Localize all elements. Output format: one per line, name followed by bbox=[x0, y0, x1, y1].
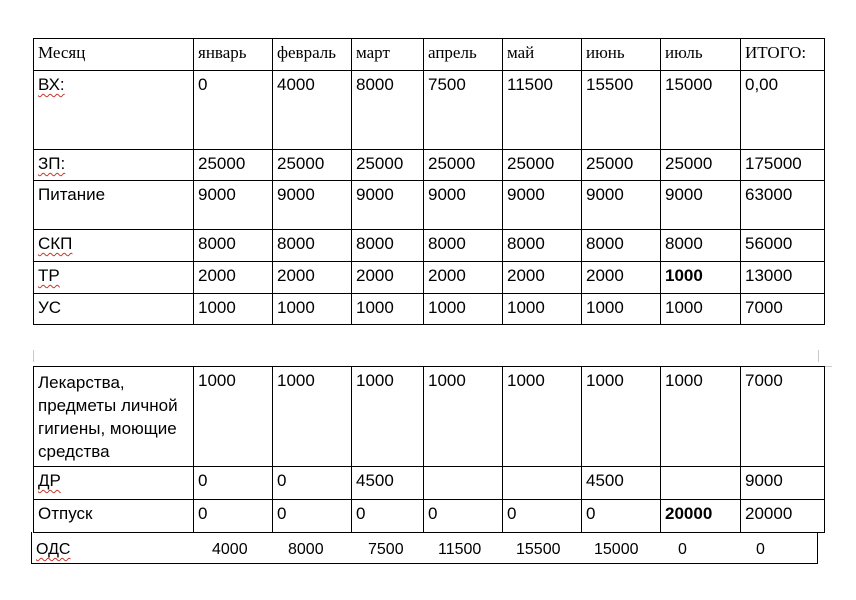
ods-cell: 0 bbox=[678, 541, 687, 558]
table-cell: 9000 bbox=[352, 181, 424, 230]
table-cell: 7000 bbox=[741, 294, 825, 325]
table-cell: 1000 bbox=[582, 367, 661, 467]
table-cell: 8000 bbox=[424, 230, 503, 262]
table-cell: 0,00 bbox=[741, 71, 825, 150]
table-cell: 8000 bbox=[273, 230, 352, 262]
table-cell: 0 bbox=[194, 500, 273, 533]
budget-table bbox=[33, 38, 825, 325]
table-cell: 1000 bbox=[273, 294, 352, 325]
row-label: Питание bbox=[34, 181, 194, 230]
row-label: Лекарства, предметы личной гигиены, моющие средства bbox=[34, 367, 194, 467]
row-label: ЗП: bbox=[38, 154, 66, 173]
table-cell: 8000 bbox=[503, 230, 582, 262]
table-cell: 11500 bbox=[503, 71, 582, 150]
header-row bbox=[34, 39, 825, 71]
table-cell: 2000 bbox=[424, 262, 503, 294]
table-cell: 1000 bbox=[424, 367, 503, 467]
table-cell: 0 bbox=[582, 500, 661, 533]
table-cell: 4500 bbox=[352, 467, 424, 500]
table-cell: 13000 bbox=[741, 262, 825, 294]
table-cell: 9000 bbox=[194, 181, 273, 230]
table-cell: 8000 bbox=[352, 71, 424, 150]
table-cell: 63000 bbox=[741, 181, 825, 230]
table-cell: 25000 bbox=[352, 150, 424, 181]
table-cell: 56000 bbox=[741, 230, 825, 262]
table-cell: 7000 bbox=[741, 367, 825, 467]
table-cell: 1000 bbox=[273, 367, 352, 467]
ods-cell: 8000 bbox=[288, 541, 324, 558]
table-row bbox=[34, 294, 825, 325]
table-cell: 1000 bbox=[503, 294, 582, 325]
table-cell: 1000 bbox=[194, 367, 273, 467]
table-cell: 0 bbox=[273, 467, 352, 500]
table-cell: 2000 bbox=[273, 262, 352, 294]
header-cell: март bbox=[352, 39, 424, 71]
header-cell: май bbox=[503, 39, 582, 71]
header-cell: апрель bbox=[424, 39, 503, 71]
table-row bbox=[34, 230, 825, 262]
row-label: УС bbox=[34, 294, 194, 325]
table-cell: 1000 bbox=[503, 367, 582, 467]
table-cell: 25000 bbox=[424, 150, 503, 181]
table-cell: 0 bbox=[352, 500, 424, 533]
table-cell: 9000 bbox=[273, 181, 352, 230]
table-row bbox=[34, 71, 825, 150]
table-cell: 2000 bbox=[503, 262, 582, 294]
row-label: ОДС bbox=[36, 541, 71, 558]
table-cell: 25000 bbox=[661, 150, 741, 181]
table-cell: 25000 bbox=[503, 150, 582, 181]
table-cell: 8000 bbox=[352, 230, 424, 262]
table-cell-bold: 1000 bbox=[661, 262, 741, 294]
header-cell: январь bbox=[194, 39, 273, 71]
table-cell: 0 bbox=[273, 500, 352, 533]
header-cell-month: Месяц bbox=[34, 39, 194, 71]
ods-cell: 15500 bbox=[516, 541, 561, 558]
table-cell: 0 bbox=[503, 500, 582, 533]
table-cell: 2000 bbox=[582, 262, 661, 294]
table-cell bbox=[424, 467, 503, 500]
table-cell: 175000 bbox=[741, 150, 825, 181]
row-label: ВХ: bbox=[38, 75, 65, 94]
table-cell: 9000 bbox=[582, 181, 661, 230]
table-cell: 0 bbox=[194, 71, 273, 150]
table-row bbox=[34, 467, 825, 500]
row-label: ДР bbox=[38, 471, 61, 490]
table-cell: 7500 bbox=[424, 71, 503, 150]
row-label: Отпуск bbox=[34, 500, 194, 533]
table-cell: 1000 bbox=[582, 294, 661, 325]
table-cell: 20000 bbox=[741, 500, 825, 533]
table-cell: 1000 bbox=[661, 294, 741, 325]
table-row bbox=[34, 367, 825, 467]
table-cell: 4500 bbox=[582, 467, 661, 500]
table-row bbox=[34, 150, 825, 181]
ods-row bbox=[31, 532, 818, 564]
table-cell: 4000 bbox=[273, 71, 352, 150]
header-cell-total: ИТОГО: bbox=[741, 39, 825, 71]
ods-cell: 11500 bbox=[438, 541, 482, 558]
table-cell: 8000 bbox=[661, 230, 741, 262]
table-cell: 9000 bbox=[503, 181, 582, 230]
table-cell: 1000 bbox=[352, 294, 424, 325]
table-row bbox=[34, 262, 825, 294]
page-margin-mark bbox=[33, 350, 34, 362]
ods-cell: 4000 bbox=[212, 541, 248, 558]
table-cell: 2000 bbox=[194, 262, 273, 294]
table-cell: 9000 bbox=[741, 467, 825, 500]
table-cell: 25000 bbox=[582, 150, 661, 181]
ods-cell: 0 bbox=[756, 541, 765, 558]
table-row bbox=[34, 181, 825, 230]
table-cell: 25000 bbox=[194, 150, 273, 181]
table-cell bbox=[503, 467, 582, 500]
expenses-table bbox=[33, 366, 825, 533]
ods-cell: 7500 bbox=[368, 541, 404, 558]
table-cell: 8000 bbox=[582, 230, 661, 262]
row-label: ТР bbox=[38, 266, 60, 285]
table-cell: 15500 bbox=[582, 71, 661, 150]
header-cell: июнь bbox=[582, 39, 661, 71]
table-cell: 25000 bbox=[273, 150, 352, 181]
table-cell bbox=[661, 467, 741, 500]
table-cell: 1000 bbox=[661, 367, 741, 467]
table-cell-bold: 20000 bbox=[661, 500, 741, 533]
table-cell: 0 bbox=[194, 467, 273, 500]
page-margin-mark bbox=[818, 350, 819, 362]
table-cell: 2000 bbox=[352, 262, 424, 294]
header-cell: февраль bbox=[273, 39, 352, 71]
table-cell: 15000 bbox=[661, 71, 741, 150]
row-label: СКП bbox=[38, 234, 73, 253]
table-cell: 0 bbox=[424, 500, 503, 533]
table-cell: 1000 bbox=[352, 367, 424, 467]
ods-cell: 15000 bbox=[594, 541, 639, 558]
table-cell: 9000 bbox=[424, 181, 503, 230]
table-cell: 1000 bbox=[424, 294, 503, 325]
table-cell: 8000 bbox=[194, 230, 273, 262]
header-cell: июль bbox=[661, 39, 741, 71]
table-row bbox=[34, 500, 825, 533]
table-cell: 9000 bbox=[661, 181, 741, 230]
table-cell: 1000 bbox=[194, 294, 273, 325]
